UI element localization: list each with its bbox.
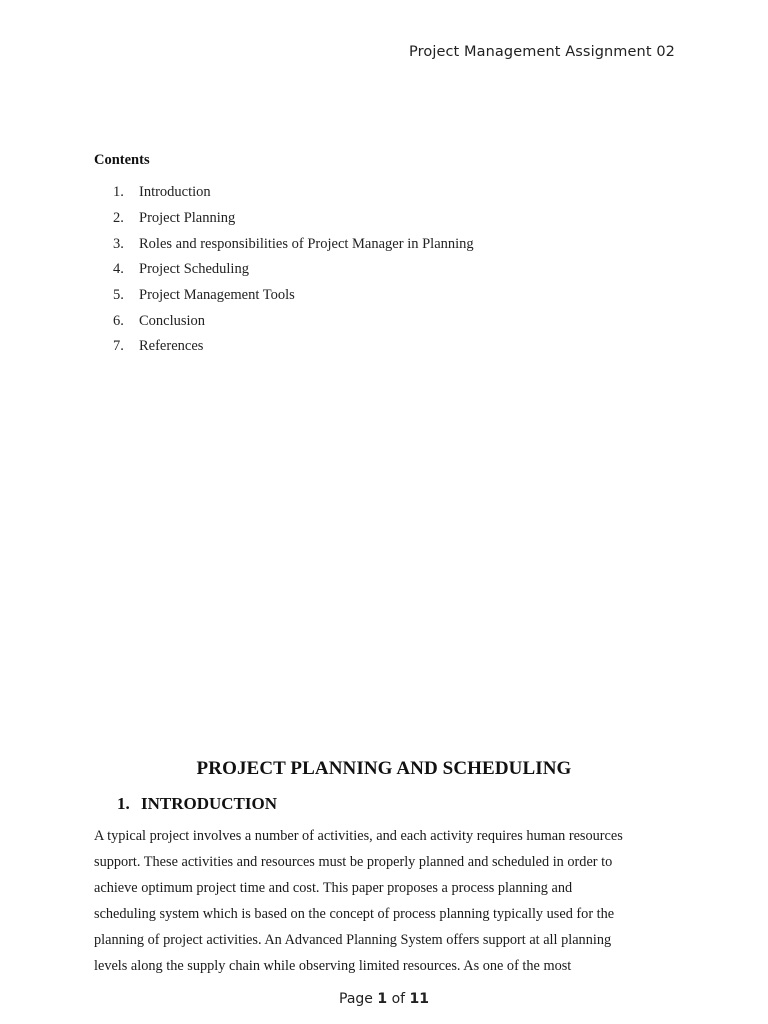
page-word: Page (339, 991, 373, 1007)
toc-item-label: References (139, 338, 204, 355)
toc-item-label: Project Management Tools (139, 287, 295, 304)
current-page-number: 1 (377, 991, 388, 1007)
contents-title: Contents (94, 152, 150, 168)
toc-item-roles[interactable] (94, 231, 654, 257)
section-heading-text: INTRODUCTION (141, 794, 278, 813)
running-header: Project Management Assignment 02 (409, 44, 675, 60)
document-title: PROJECT PLANNING AND SCHEDULING (196, 758, 572, 779)
toc-item-label: Project Planning (139, 210, 236, 227)
introduction-paragraph (94, 824, 674, 979)
paragraph-line: achieve optimum project time and cost. This paper proposes a process planning and (94, 879, 573, 896)
toc-item-number: 6. (113, 312, 124, 329)
paragraph-line: A typical project involves a number of activities, and each activity requires human resources (94, 828, 623, 844)
toc-item-tools[interactable] (94, 283, 654, 309)
toc-item-number: 1. (113, 184, 124, 201)
toc-item-label: Project Scheduling (139, 261, 249, 278)
toc-item-number: 7. (113, 338, 124, 355)
table-of-contents (94, 180, 654, 360)
total-pages-number: 11 (409, 991, 429, 1007)
paragraph-line: support. These activities and resources must be properly planned and scheduled in order to (94, 853, 613, 870)
toc-item-number: 2. (113, 210, 124, 227)
paragraph-line: levels along the supply chain while observing limited resources. As one of the most (94, 957, 572, 974)
toc-item-number: 4. (113, 261, 124, 278)
page-footer (0, 991, 768, 1007)
paragraph-line: scheduling system which is based on the concept of process planning typically used for the (94, 905, 615, 922)
toc-item-label: Introduction (139, 184, 211, 201)
toc-item-number: 3. (113, 235, 124, 252)
toc-item-label: Conclusion (139, 312, 206, 329)
section-number: 1. (117, 794, 130, 813)
toc-item-project-scheduling[interactable] (94, 257, 654, 283)
toc-item-number: 5. (113, 287, 124, 304)
toc-item-label: Roles and responsibilities of Project Manager in Planning (139, 235, 474, 252)
toc-item-introduction[interactable] (94, 180, 654, 206)
paragraph-line: planning of project activities. An Advanced Planning System offers support at all planning (94, 931, 612, 948)
toc-item-conclusion[interactable] (94, 308, 654, 334)
toc-item-references[interactable] (94, 334, 654, 360)
section-heading (117, 794, 277, 814)
of-word: of (391, 991, 406, 1007)
toc-item-project-planning[interactable] (94, 206, 654, 232)
